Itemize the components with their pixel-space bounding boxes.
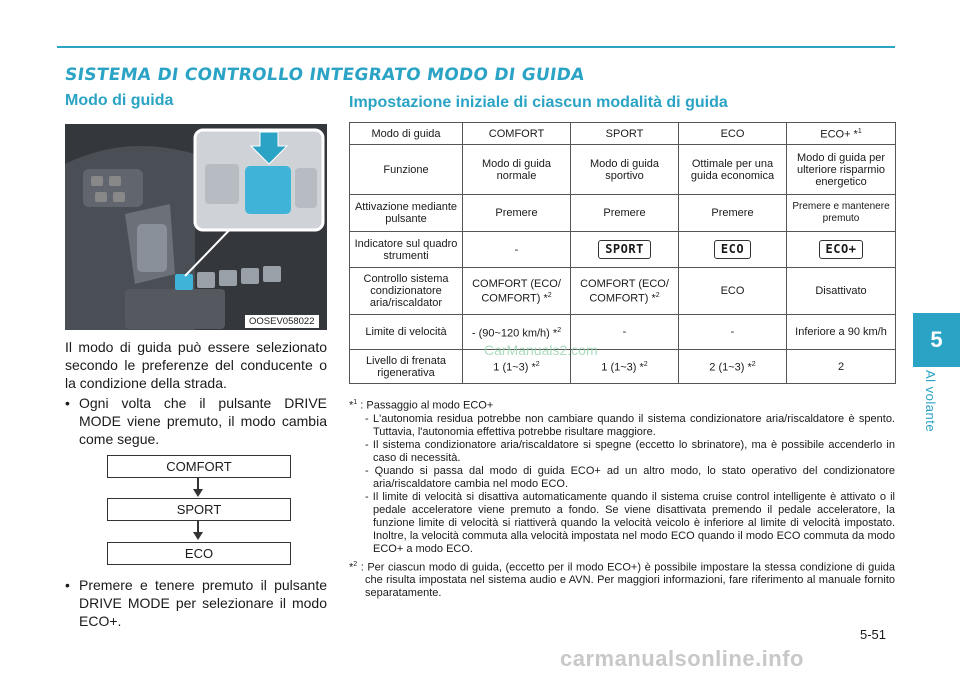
table-cell: Inferiore a 90 km/h (787, 315, 896, 350)
flow-arrow-icon (193, 489, 203, 497)
table-header-row (350, 123, 896, 145)
bullet-text: Premere e tenere premuto il pulsante DRIVE MODE per selezionare il modo ECO+. (79, 577, 327, 629)
table-row (350, 232, 896, 268)
table-row (350, 268, 896, 315)
table-cell: Modo di guida per ulteriore risparmio energetico (787, 145, 896, 195)
table-cell (679, 350, 787, 384)
eco-plus-indicator-badge: ECO+ (819, 240, 864, 259)
table-cell (571, 268, 679, 315)
table-cell: Premere (679, 195, 787, 232)
footnote-item: - L'autonomia residua potrebbe non cambiare quando il sistema condizionatore aria/riscaldatore è spento. Tuttavia, l'autonomia effettiva potrebbe risultare maggiore. (365, 412, 895, 438)
cell-text: COMFORT (ECO/ COMFORT) * (472, 277, 561, 305)
footnote-ref: 2 (655, 291, 660, 299)
bullet-item-2 (65, 576, 327, 630)
table-cell (571, 232, 679, 268)
footnote-ref: 2 (557, 326, 562, 334)
footnote-item: - Quando si passa dal modo di guida ECO+ ad un altro modo, lo stato operativo del condizionatore aria/riscaldatore cambia nel modo ECO. (365, 464, 895, 490)
table-row (350, 350, 896, 384)
eco-indicator-badge: ECO (714, 240, 751, 259)
flow-eco: ECO (107, 542, 291, 565)
table-cell: Premere (571, 195, 679, 232)
footnote-1-title: *$^1$ : Passaggio al modo ECO+ (349, 399, 494, 412)
page-number: 5-51 (860, 627, 887, 642)
bullet-dot: • (65, 577, 70, 593)
section-title: SISTEMA DI CONTROLLO INTEGRATO MODO DI GUIDA (63, 65, 586, 85)
top-rule (57, 46, 895, 48)
table-cell: ECO (679, 268, 787, 315)
bullet-dot: • (65, 395, 70, 411)
left-heading: Modo di guida (65, 92, 174, 109)
bullet-text: Ogni volta che il pulsante DRIVE MODE viene premuto, il modo cambia come segue. (79, 395, 327, 447)
right-heading: Impostazione iniziale di ciascun modalità di guida (349, 94, 728, 111)
table-cell: Modo di guida sportivo (571, 145, 679, 195)
intro-text: Il modo di guida può essere selezionato secondo le preferenze del conducente o la condizione della strada. (65, 339, 327, 391)
table-header-cell: Modo di guida (350, 123, 463, 145)
footnote-ref: 2 (643, 361, 648, 369)
table-cell: 2 (787, 350, 896, 384)
flow-sport: SPORT (107, 498, 291, 521)
table-cell: Premere (463, 195, 571, 232)
table-cell: Disattivato (787, 268, 896, 315)
cell-text: COMFORT (ECO/ COMFORT) * (580, 277, 669, 305)
footnote-item: - Il limite di velocità si disattiva automaticamente quando il sistema cruise control intelligente è attivato o il pedale acceleratore viene premuto a fondo. Se viene disattivata premendo il pedale acceleratore, la funzione limite di velocità si riattiverà quando la velocità veicolo è inferiore al limite di velocità impostato. Inoltre, la velocità commuta alla velocità impostata nel modo ECO quando il modo ECO commuta da modo ECO+ a modo ECO. (365, 490, 895, 555)
table-cell: Ottimale per una guida economica (679, 145, 787, 195)
table-row (350, 195, 896, 232)
table-row (350, 145, 896, 195)
drive-mode-photo (65, 124, 327, 330)
table-row (350, 315, 896, 350)
table-cell (679, 232, 787, 268)
footnote-ref: 2 (751, 361, 756, 369)
flow-arrow-icon (193, 532, 203, 540)
flow-comfort: COMFORT (107, 455, 291, 478)
table-header-cell: ECO (679, 123, 787, 145)
sport-indicator-badge: SPORT (598, 240, 651, 259)
row-label: Funzione (350, 145, 463, 195)
footnote-ref: 1 (857, 128, 862, 136)
footnote-ref: 2 (535, 361, 540, 369)
row-label: Attivazione mediante pulsante (350, 195, 463, 232)
table-cell: - (571, 315, 679, 350)
footnote-ref: 2 (547, 291, 552, 299)
bullet-item-1 (65, 394, 327, 448)
cell-text: - (90~120 km/h) * (471, 327, 558, 340)
cell-text: 1 (1~3) * (493, 361, 536, 374)
row-label: Controllo sistema condizionatore aria/riscaldator (350, 268, 463, 315)
table-header-cell (787, 123, 896, 145)
footnote-1 (349, 396, 895, 600)
row-label: Livello di frenata rigenerativa (350, 350, 463, 384)
table-cell (463, 268, 571, 315)
footer-watermark: carmanualsonline.info (560, 646, 804, 671)
photo-caption: OOSEV058022 (245, 315, 319, 328)
table-cell: - (463, 232, 571, 268)
table-cell: Premere e mantenere premuto (787, 195, 896, 232)
console-illustration (65, 124, 327, 330)
cell-text: 1 (1~3) * (601, 361, 644, 374)
drive-mode-table (349, 122, 896, 384)
watermark-text: CarManuals2.com (484, 342, 598, 358)
table-header-text: ECO+ * (820, 128, 858, 141)
table-cell (787, 232, 896, 268)
row-label: Indicatore sul quadro strumenti (350, 232, 463, 268)
footnote-item: - Il sistema condizionatore aria/riscaldatore si spegne (eccetto lo sbrinatore), ma è possibile accenderlo in caso di necessità. (365, 438, 895, 464)
table-header-cell: COMFORT (463, 123, 571, 145)
chapter-label: Al volante (923, 370, 938, 433)
row-label: Limite di velocità (350, 315, 463, 350)
table-cell: - (679, 315, 787, 350)
chapter-tab: 5 (913, 313, 960, 367)
table-cell: Modo di guida normale (463, 145, 571, 195)
footnote-2: *$^2$ : Per ciascun modo di guida, (eccetto per il modo ECO+) è possibile impostare la stessa condizione di guida che risulta impostata nel sistema audio e AVN. Per maggiori informazioni, fare riferimento al manuale fornito separatamente. (349, 560, 895, 600)
cell-text: 2 (1~3) * (709, 361, 752, 374)
table-header-cell: SPORT (571, 123, 679, 145)
